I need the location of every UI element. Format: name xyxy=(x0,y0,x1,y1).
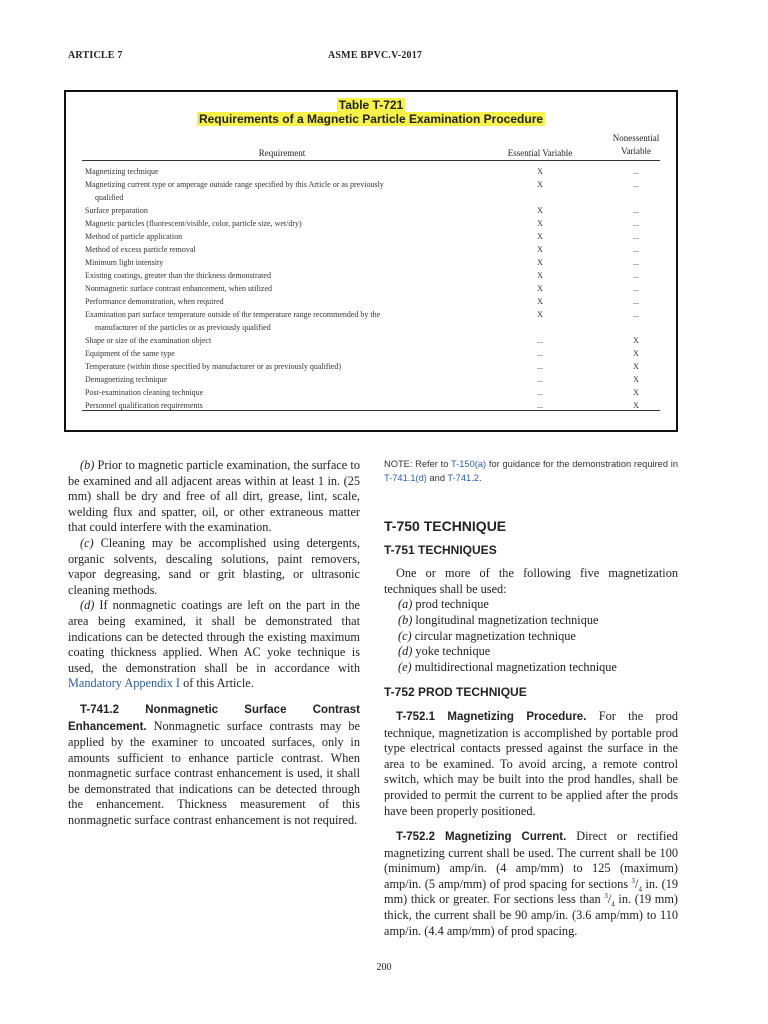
cell-requirement xyxy=(82,360,475,373)
cell-nonessential: ... xyxy=(633,245,639,254)
item-label: (e) xyxy=(398,659,412,674)
table-row xyxy=(82,178,660,204)
column-header-nonessential-line1: Nonessential xyxy=(612,133,660,143)
item-text: longitudinal magnetization technique xyxy=(415,612,599,627)
cell-essential: ... xyxy=(537,362,543,371)
cell-requirement xyxy=(82,282,475,295)
left-column xyxy=(68,458,360,829)
cell-nonessential: X xyxy=(633,362,639,371)
cell-requirement xyxy=(82,334,475,347)
item-label: (d) xyxy=(398,644,413,659)
table-caption xyxy=(66,98,676,126)
paragraph-text: If nonmagnetic coatings are left on the part in the area being examined, it shall be demonstrated that indications can be detected through the existing maximum coating thickness applied. When AC yoke technique is used, the demonstration shall be in accordance with xyxy=(68,598,360,675)
techniques-list xyxy=(384,597,678,675)
table-row xyxy=(82,334,660,347)
section-t7412 xyxy=(68,702,360,829)
cell-requirement xyxy=(82,373,475,386)
running-header-article: ARTICLE 7 xyxy=(68,50,123,61)
cell-nonessential: ... xyxy=(633,232,639,241)
requirement-text: Examination part surface temperature outside of the temperature range recommended by the xyxy=(85,310,381,319)
note-text: and xyxy=(429,472,445,483)
cell-requirement xyxy=(82,230,475,243)
cell-nonessential: ... xyxy=(633,219,639,228)
cell-nonessential: ... xyxy=(633,206,639,215)
link-t7412[interactable]: T-741.2 xyxy=(447,472,479,483)
requirement-text: Nonmagnetic surface contrast enhancement, when utilized xyxy=(85,284,273,293)
table-row xyxy=(82,256,660,269)
cell-requirement xyxy=(82,217,475,230)
section-heading: T-752.2 Magnetizing Current. xyxy=(396,831,567,844)
requirement-text: Method of excess particle removal xyxy=(85,245,196,254)
cell-requirement xyxy=(82,256,475,269)
table-row xyxy=(82,295,660,308)
link-t7411d[interactable]: T-741.1(d) xyxy=(384,472,427,483)
table-row xyxy=(82,217,660,230)
technique-item xyxy=(384,629,678,645)
requirement-text: Minimum light intensity xyxy=(85,258,164,267)
column-header-nonessential xyxy=(604,132,668,158)
table-number: Table T-721 xyxy=(338,98,404,112)
cell-essential: X xyxy=(537,245,543,254)
note-text: . xyxy=(478,472,482,483)
requirement-text: Temperature (within those specified by manufacturer or as previously qualified) xyxy=(85,362,342,371)
requirement-text: Magnetizing current type or amperage outside range specified by this Article or as previously xyxy=(85,180,384,189)
table-row xyxy=(82,269,660,282)
heading-t750: T-750 TECHNIQUE xyxy=(384,518,507,534)
item-label: (c) xyxy=(398,628,412,643)
paragraph-t751: One or more of the following five magnetization techniques shall be used: xyxy=(384,566,678,596)
table-row xyxy=(82,308,660,334)
mandatory-appendix-link[interactable]: Mandatory Appendix I xyxy=(68,676,181,691)
cell-nonessential: X xyxy=(633,388,639,397)
requirement-text: Method of particle application xyxy=(85,232,183,241)
paragraph-b xyxy=(68,458,360,536)
cell-essential: X xyxy=(537,310,543,319)
right-column xyxy=(384,458,678,939)
cell-essential: X xyxy=(537,284,543,293)
column-header-essential: Essential Variable xyxy=(507,148,573,158)
cell-nonessential: X xyxy=(633,336,639,345)
table-row xyxy=(82,360,660,373)
item-text: circular magnetization technique xyxy=(414,628,576,643)
table-row xyxy=(82,373,660,386)
cell-requirement xyxy=(82,243,475,256)
running-header-code: ASME BPVC.V-2017 xyxy=(328,50,423,61)
cell-essential: X xyxy=(537,180,543,189)
table-row xyxy=(82,230,660,243)
cell-essential: ... xyxy=(537,375,543,384)
paragraph-text: Direct or rectified magnetizing current shall be used. The current shall be 100 (minimum) amp/in. (4 amp/mm) to 125 (maximum) amp/in. (5 amp/mm) of prod spacing for sections xyxy=(384,829,678,891)
paragraph-text: of this Article. xyxy=(183,676,254,691)
cell-requirement xyxy=(82,269,475,282)
cell-essential: X xyxy=(537,206,543,215)
cell-nonessential: ... xyxy=(633,297,639,306)
requirement-text: Shape or size of the examination object xyxy=(85,336,212,345)
heading-t751: T-751 TECHNIQUES xyxy=(384,542,497,557)
requirement-text: Existing coatings, greater than the thickness demonstrated xyxy=(85,271,271,280)
cell-essential: X xyxy=(537,271,543,280)
cell-requirement xyxy=(82,308,475,334)
requirement-text-continued: qualified xyxy=(95,193,124,202)
cell-essential: X xyxy=(537,258,543,267)
requirement-text: Magnetizing technique xyxy=(85,167,159,176)
cell-requirement xyxy=(82,178,475,204)
requirement-text: Personnel qualification requirements xyxy=(85,401,203,410)
paragraph-text: in. (19 mm) thick, the current shall be 90 amp/in. (3.6 amp/mm) to 110 amp/in. (4.4 amp/mm) of prod spacing. xyxy=(384,892,679,938)
item-text: multidirectional magnetization technique xyxy=(414,659,617,674)
requirement-text: Demagnetizing technique xyxy=(85,375,167,384)
item-text: yoke technique xyxy=(415,644,491,659)
requirement-text: Performance demonstration, when required xyxy=(85,297,224,306)
fraction-denominator: 4 xyxy=(638,885,642,894)
table-row xyxy=(82,386,660,399)
table-t721 xyxy=(64,90,678,432)
note-text: for guidance for the demonstration required in xyxy=(488,459,679,469)
table-bottom-rule xyxy=(82,410,660,411)
technique-item xyxy=(384,597,678,613)
heading-t752: T-752 PROD TECHNIQUE xyxy=(384,685,527,700)
section-heading: T-752.1 Magnetizing Procedure. xyxy=(396,710,587,723)
table-row xyxy=(82,347,660,360)
table-row xyxy=(82,204,660,217)
cell-essential: ... xyxy=(537,349,543,358)
note-text: NOTE: Refer to xyxy=(384,459,449,469)
cell-nonessential: ... xyxy=(633,284,639,293)
item-label: (b) xyxy=(398,612,413,627)
link-t150a[interactable]: T-150(a) xyxy=(451,459,487,469)
table-title: Requirements of a Magnetic Particle Examination Procedure xyxy=(198,112,544,126)
cell-requirement xyxy=(82,386,475,399)
table-body xyxy=(82,165,660,412)
cell-nonessential: ... xyxy=(633,271,639,280)
fraction-denominator: 4 xyxy=(611,900,615,909)
fraction-numerator: 3 xyxy=(604,892,608,901)
cell-nonessential: ... xyxy=(633,167,639,176)
paragraph-text: Nonmagnetic surface contrasts may be applied by the examiner to uncoated surfaces, only in amounts sufficient to enhance particle contrast. When nonmagnetic surface contrast enhancement is used, it shall be demonstrated that indications can be detected through the enhancement. Thickness measurement of this nonmagnetic surface contrast enhancement is not required. xyxy=(68,718,360,828)
item-text: prod technique xyxy=(415,597,489,612)
requirement-text: Post-examination cleaning technique xyxy=(85,388,204,397)
table-row xyxy=(82,243,660,256)
paragraph-c xyxy=(68,536,360,598)
cell-essential: X xyxy=(537,232,543,241)
table-note xyxy=(384,458,678,485)
cell-essential: X xyxy=(537,297,543,306)
item-label: (d) xyxy=(80,598,95,613)
item-label: (b) xyxy=(80,458,95,472)
page-number: 200 xyxy=(376,962,392,973)
requirement-text: Surface preparation xyxy=(85,206,148,215)
cell-essential: X xyxy=(537,219,543,228)
technique-item xyxy=(384,660,678,676)
item-label: (a) xyxy=(398,597,413,612)
paragraph-text: Prior to magnetic particle examination, the surface to be examined and all adjacent areas within at least 1 in. (25 mm) shall be dry and free of all dirt, grease, lint, scale, welding flux and spatter, oil, or other extraneous matter that could interfere with the examination. xyxy=(68,458,360,535)
cell-requirement xyxy=(82,347,475,360)
cell-nonessential: X xyxy=(633,349,639,358)
column-header-nonessential-line2: Variable xyxy=(621,146,651,156)
paragraph-text: in. (19 mm) thick or greater. For sections less than xyxy=(384,876,678,907)
section-heading: T-741.2 Nonmagnetic Surface Contrast Enhancement. xyxy=(68,703,360,733)
fraction-numerator: 3 xyxy=(631,876,636,885)
requirement-text: Equipment of the same type xyxy=(85,349,175,358)
requirement-text-continued: manufacturer of the particles or as previously qualified xyxy=(95,323,271,332)
cell-nonessential: ... xyxy=(633,258,639,267)
item-label: (c) xyxy=(80,535,94,550)
cell-nonessential: X xyxy=(633,401,639,410)
section-t7521 xyxy=(384,709,678,819)
cell-nonessential: ... xyxy=(633,310,639,319)
table-row xyxy=(82,165,660,178)
section-t7522: T-752.2 Magnetizing Current. Direct or rectified magnetizing current shall be used. The current shall be 100 (minimum) amp/in. (4 amp/mm) to 125 (maximum) amp/in. (5 amp/mm) of prod spacing for sections $^3/_4$ in. (19 mm) thick or greater. For sections less than $^3/_4$ in. (19 mm) thick, the current shall be 90 amp/in. (3.6 amp/mm) to 110 amp/in. (4.4 amp/mm) of prod spacing. xyxy=(384,829,679,938)
paragraph-text: For the prod technique, magnetization is accomplished by portable prod type electrical contacts pressed against the surface in the area to be examined. To avoid arcing, a remote control switch, which may be built into the prod handles, shall be provided to permit the current to be applied after the prods have been properly positioned. xyxy=(384,708,679,818)
table-header-row xyxy=(82,133,660,161)
column-header-requirement: Requirement xyxy=(258,148,306,158)
cell-nonessential: ... xyxy=(633,180,639,189)
cell-essential: ... xyxy=(537,401,543,410)
technique-item xyxy=(384,644,678,660)
technique-item xyxy=(384,613,678,629)
cell-nonessential: X xyxy=(633,375,639,384)
cell-requirement xyxy=(82,295,475,308)
paragraph-d xyxy=(68,598,360,692)
cell-essential: X xyxy=(537,167,543,176)
paragraph-text: Cleaning may be accomplished using detergents, organic solvents, descaling solutions, paint removers, vapor degreasing, sand or grit blasting, or ultrasonic cleaning methods. xyxy=(68,535,360,597)
cell-essential: ... xyxy=(537,388,543,397)
cell-essential: ... xyxy=(537,336,543,345)
table-row xyxy=(82,282,660,295)
requirement-text: Magnetic particles (fluorescent/visible, color, particle size, wet/dry) xyxy=(85,219,302,228)
cell-requirement xyxy=(82,204,475,217)
cell-requirement xyxy=(82,165,475,178)
